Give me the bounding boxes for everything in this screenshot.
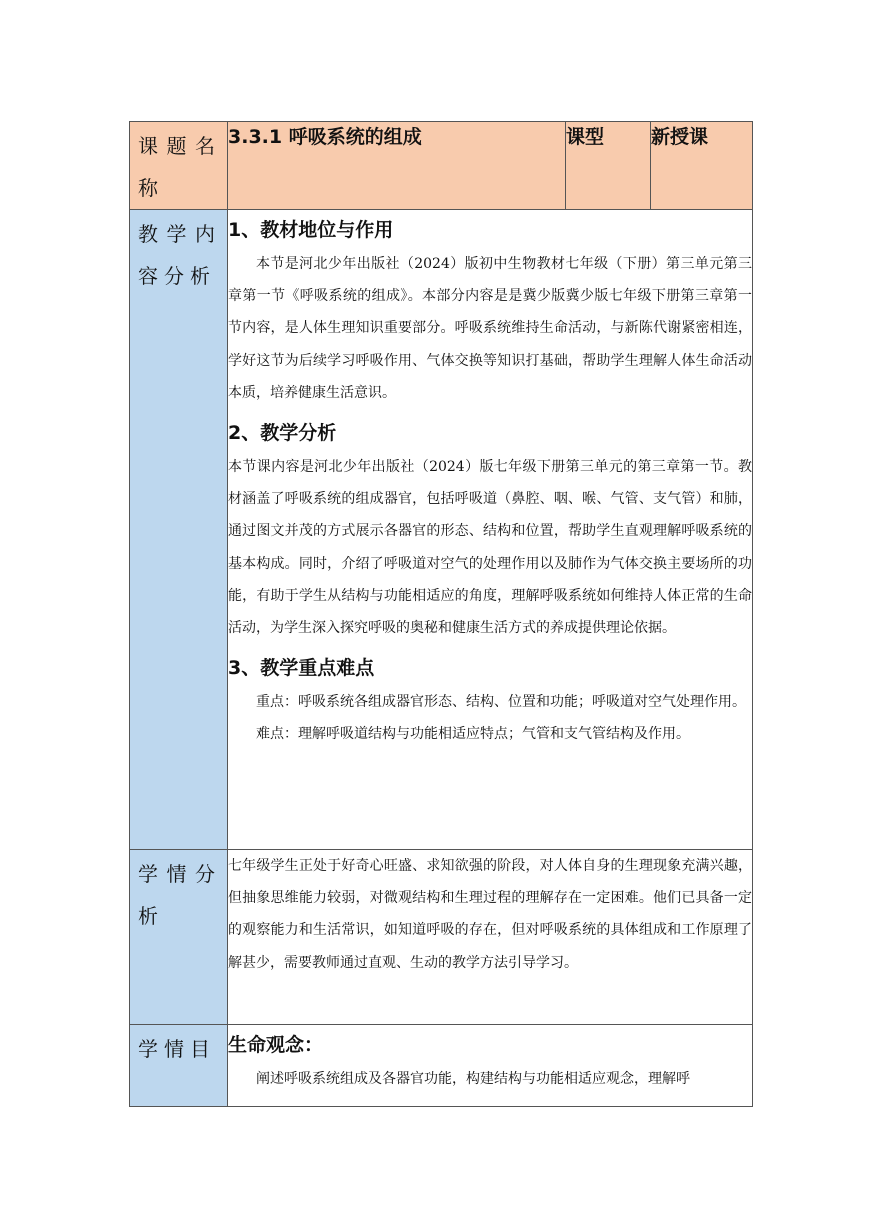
objectives-subtitle: 生命观念： [228, 1034, 324, 1056]
content-analysis-row [130, 210, 753, 850]
objectives-text: 阐述呼吸系统组成及各器官功能，构建结构与功能相适应观念，理解呼 [256, 1071, 690, 1087]
section-paragraph: 本节课内容是河北少年出版社（2024）版七年级下册第三单元的第三章第一节。教材涵盖了呼吸系统的组成器官，包括呼吸道（鼻腔、咽、喉、气管、支气管）和肺，通过图文并茂的方式展示各器官的形态、结构和位置，帮助学生直观理解呼吸系统的基本构成。同时，介绍了呼吸道对空气的处理作用以及肺作为气体交换主要场所的功能，有助于学生从结构与功能相适应的角度，理解呼吸系统如何维持人体正常的生命活动，为学生深入探究呼吸的奥秘和健康生活方式的养成提供理论依据。 [228, 459, 752, 637]
content-analysis-label: 教学内容分析 [138, 222, 221, 288]
section-paragraph: 难点：理解呼吸道结构与功能相适应特点；气管和支气管结构及作用。 [256, 726, 690, 743]
type-value: 新授课 [651, 122, 753, 210]
objectives-row [130, 1025, 753, 1107]
content-analysis-body [228, 210, 753, 850]
header-row [130, 122, 753, 210]
content-analysis-label-cell [130, 210, 228, 850]
objectives-label-cell [130, 1025, 228, 1107]
topic-value: 3.3.1 呼吸系统的组成 [228, 122, 566, 210]
objectives-body [228, 1025, 753, 1107]
learner-analysis-row [130, 850, 753, 1025]
learner-analysis-label-cell [130, 850, 228, 1025]
learner-analysis-body [228, 850, 753, 1025]
type-label: 课型 [566, 122, 651, 210]
section-title: 3、教学重点难点 [228, 657, 375, 680]
topic-label: 课题名称 [138, 134, 221, 200]
section-paragraph: 本节是河北少年出版社（2024）版初中生物教材七年级（下册）第三单元第三章第一节《呼吸系统的组成》。本部分内容是是冀少版冀少版七年级下册第三章第一节内容，是人体生理知识重要部分。呼吸系统维持生命活动，与新陈代谢紧密相连，学好这节为后续学习呼吸作用、气体交换等知识打基础，帮助学生理解人体生命活动本质，培养健康生活意识。 [228, 256, 752, 401]
topic-label-cell [130, 122, 228, 210]
section-title: 1、教材地位与作用 [228, 219, 394, 241]
section-paragraph: 重点：呼吸系统各组成器官形态、结构、位置和功能；呼吸道对空气处理作用。 [256, 694, 746, 711]
lesson-plan-table [129, 121, 753, 1107]
objectives-label: 学情目 [138, 1037, 216, 1061]
section-title: 2、教学分析 [228, 422, 337, 445]
learner-analysis-label: 学情分析 [138, 862, 221, 928]
learner-analysis-text: 七年级学生正处于好奇心旺盛、求知欲强的阶段，对人体自身的生理现象充满兴趣，但抽象思维能力较弱，对微观结构和生理过程的理解存在一定困难。他们已具备一定的观察能力和生活常识，如知道呼吸的存在，但对呼吸系统的具体组成和工作原理了解甚少，需要教师通过直观、生动的教学方法引导学习。 [228, 858, 752, 971]
